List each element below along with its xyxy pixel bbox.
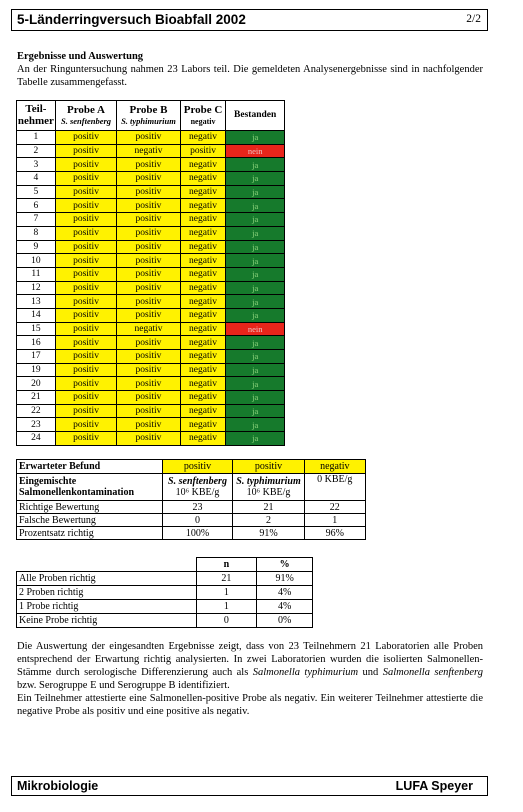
participant-number: 19	[17, 363, 56, 377]
footer-institution: LUFA Speyer	[395, 779, 473, 793]
probe-a-result: positiv	[55, 158, 116, 172]
table-row	[17, 404, 285, 418]
probe-b-result: positiv	[117, 432, 181, 446]
probe-b-result: positiv	[117, 377, 181, 391]
passed-badge: ja	[226, 295, 285, 309]
probe-c-result: negativ	[180, 377, 226, 391]
table-row	[17, 240, 285, 254]
passed-badge: ja	[226, 363, 285, 377]
probe-b-result: positiv	[117, 350, 181, 364]
probe-a-result: positiv	[55, 350, 116, 364]
probe-a-result: positiv	[55, 144, 116, 158]
summary-n: 21	[196, 572, 257, 586]
probe-a-result: positiv	[55, 308, 116, 322]
probe-c-result: negativ	[180, 350, 226, 364]
participant-number: 15	[17, 322, 56, 336]
conclusion-p2: Ein Teilnehmer attestierte eine Salmonellen-positive Probe als negativ. Ein weiterer Teilnehmer attestierte die negative Probe als positiv und eine positive als negativ.	[17, 693, 483, 717]
page-footer	[11, 776, 488, 796]
table-row	[17, 363, 285, 377]
passed-badge: ja	[226, 267, 285, 281]
col-probe-c: Probe C negativ	[180, 101, 226, 131]
participant-number: 3	[17, 158, 56, 172]
probe-b-result: positiv	[117, 213, 181, 227]
probe-a-result: positiv	[55, 131, 116, 145]
table-row	[17, 432, 285, 446]
probe-c-result: negativ	[180, 158, 226, 172]
summary-n: 0	[196, 614, 257, 628]
col-teilnehmer: Teil-nehmer	[17, 101, 56, 131]
species-typhimurium: Salmonella typhimurium	[252, 667, 359, 678]
expected-b: positiv	[233, 460, 304, 474]
table-row	[17, 213, 285, 227]
page-number: 2/2	[466, 13, 481, 25]
correct-a: 23	[162, 501, 233, 514]
participant-number: 24	[17, 432, 56, 446]
table-row	[17, 308, 285, 322]
intro-paragraph: An der Ringuntersuchung nahmen 23 Labors teil. Die gemeldeten Analysenergebnisse sind in nachfolgender Tabelle zusammengefasst.	[17, 64, 483, 88]
probe-a-result: positiv	[55, 404, 116, 418]
probe-c-result: negativ	[180, 226, 226, 240]
passed-badge: ja	[226, 350, 285, 364]
conclusion-text	[17, 640, 483, 718]
summary-n: 1	[196, 600, 257, 614]
probe-c-result: negativ	[180, 308, 226, 322]
probe-c-result: negativ	[180, 213, 226, 227]
table-row	[17, 267, 285, 281]
participant-number: 10	[17, 254, 56, 268]
percent-c: 96%	[304, 527, 365, 540]
contamination-label: Eingemischte Salmonellenkontamination	[17, 474, 163, 501]
probe-b-result: positiv	[117, 336, 181, 350]
summary-pct: 4%	[257, 600, 313, 614]
probe-c-result: negativ	[180, 363, 226, 377]
participant-number: 7	[17, 213, 56, 227]
table-row	[17, 391, 285, 405]
summary-blank	[17, 558, 197, 572]
probe-a-result: positiv	[55, 185, 116, 199]
correct-b: 21	[233, 501, 304, 514]
probe-c-result: negativ	[180, 432, 226, 446]
passed-badge: ja	[226, 432, 285, 446]
probe-c-result: negativ	[180, 131, 226, 145]
passed-badge: ja	[226, 131, 285, 145]
passed-badge: ja	[226, 308, 285, 322]
contamination-b: S. typhimurium 10⁶ KBE/g	[233, 474, 304, 501]
col-bestanden: Bestanden	[226, 101, 285, 131]
probe-b-result: positiv	[117, 226, 181, 240]
passed-badge: ja	[226, 377, 285, 391]
passed-badge: ja	[226, 199, 285, 213]
participant-number: 13	[17, 295, 56, 309]
probe-a-result: positiv	[55, 391, 116, 405]
summary-pct: 0%	[257, 614, 313, 628]
expected-label: Erwarteter Befund	[17, 460, 163, 474]
probe-b-result: positiv	[117, 308, 181, 322]
probe-a-result: positiv	[55, 322, 116, 336]
summary-label: 2 Proben richtig	[17, 586, 197, 600]
probe-b-result: positiv	[117, 158, 181, 172]
participant-number: 23	[17, 418, 56, 432]
passed-badge: ja	[226, 226, 285, 240]
document-title: 5-Länderringversuch Bioabfall 2002	[17, 12, 246, 27]
table-row	[17, 172, 285, 186]
wrong-b: 2	[233, 514, 304, 527]
passed-badge: ja	[226, 158, 285, 172]
table-row	[17, 418, 285, 432]
table-row	[17, 226, 285, 240]
contamination-row	[17, 474, 366, 501]
probe-a-result: positiv	[55, 267, 116, 281]
passed-badge: ja	[226, 336, 285, 350]
passed-badge: ja	[226, 240, 285, 254]
summary-row	[17, 586, 313, 600]
passed-badge: ja	[226, 418, 285, 432]
table-row	[17, 281, 285, 295]
passed-badge: ja	[226, 213, 285, 227]
probe-a-result: positiv	[55, 213, 116, 227]
passed-badge: ja	[226, 254, 285, 268]
correct-row	[17, 501, 366, 514]
passed-badge: ja	[226, 391, 285, 405]
passed-badge: ja	[226, 172, 285, 186]
probe-a-result: positiv	[55, 336, 116, 350]
table-row	[17, 131, 285, 145]
conclusion-p1-end: bzw. Serogruppe E und Serogruppe B identifiziert.	[17, 680, 230, 691]
summary-col-pct: %	[257, 558, 313, 572]
summary-row	[17, 614, 313, 628]
probe-b-result: negativ	[117, 144, 181, 158]
probe-a-result: positiv	[55, 254, 116, 268]
probe-a-result: positiv	[55, 240, 116, 254]
species-senftenberg: Salmonella senftenberg	[382, 667, 483, 678]
participant-number: 22	[17, 404, 56, 418]
passed-badge: nein	[226, 322, 285, 336]
table-row	[17, 322, 285, 336]
participant-number: 14	[17, 308, 56, 322]
table-row	[17, 254, 285, 268]
probe-c-result: positiv	[180, 144, 226, 158]
summary-table	[16, 557, 313, 628]
contamination-c: 0 KBE/g	[304, 474, 365, 501]
correct-label: Richtige Bewertung	[17, 501, 163, 514]
probe-c-result: negativ	[180, 295, 226, 309]
probe-b-result: negativ	[117, 322, 181, 336]
participant-number: 5	[17, 185, 56, 199]
table-row	[17, 336, 285, 350]
probe-a-result: positiv	[55, 199, 116, 213]
participant-number: 16	[17, 336, 56, 350]
probe-c-result: negativ	[180, 267, 226, 281]
percent-a: 100%	[162, 527, 233, 540]
probe-b-result: positiv	[117, 254, 181, 268]
probe-a-result: positiv	[55, 281, 116, 295]
probe-b-result: positiv	[117, 267, 181, 281]
col-probe-a: Probe A S. senftenberg	[55, 101, 116, 131]
probe-b-result: positiv	[117, 281, 181, 295]
conclusion-mid: und	[362, 667, 379, 678]
probe-a-result: positiv	[55, 226, 116, 240]
probe-b-result: positiv	[117, 363, 181, 377]
summary-n: 1	[196, 586, 257, 600]
table-row	[17, 295, 285, 309]
table-row	[17, 199, 285, 213]
probe-c-result: negativ	[180, 322, 226, 336]
results-header-row	[17, 101, 285, 131]
wrong-label: Falsche Bewertung	[17, 514, 163, 527]
wrong-row	[17, 514, 366, 527]
summary-label: Alle Proben richtig	[17, 572, 197, 586]
probe-a-result: positiv	[55, 418, 116, 432]
summary-row	[17, 600, 313, 614]
probe-c-result: negativ	[180, 254, 226, 268]
footer-department: Mikrobiologie	[17, 779, 99, 793]
contamination-a: S. senftenberg 10⁶ KBE/g	[162, 474, 233, 501]
probe-b-result: positiv	[117, 404, 181, 418]
probe-c-result: negativ	[180, 199, 226, 213]
participant-number: 4	[17, 172, 56, 186]
participant-number: 9	[17, 240, 56, 254]
participant-number: 11	[17, 267, 56, 281]
summary-pct: 91%	[257, 572, 313, 586]
table-row	[17, 185, 285, 199]
results-table	[16, 100, 285, 446]
probe-b-result: positiv	[117, 199, 181, 213]
probe-c-result: negativ	[180, 185, 226, 199]
table-row	[17, 158, 285, 172]
probe-b-result: positiv	[117, 131, 181, 145]
passed-badge: ja	[226, 404, 285, 418]
probe-c-result: negativ	[180, 336, 226, 350]
table-row	[17, 350, 285, 364]
wrong-a: 0	[162, 514, 233, 527]
expected-findings-table	[16, 459, 366, 540]
expected-a: positiv	[162, 460, 233, 474]
probe-a-result: positiv	[55, 363, 116, 377]
participant-number: 17	[17, 350, 56, 364]
participant-number: 1	[17, 131, 56, 145]
probe-c-result: negativ	[180, 240, 226, 254]
expected-c: negativ	[304, 460, 365, 474]
section-title: Ergebnisse und Auswertung	[17, 51, 144, 62]
probe-a-result: positiv	[55, 377, 116, 391]
table-row	[17, 377, 285, 391]
probe-c-result: negativ	[180, 172, 226, 186]
correct-c: 22	[304, 501, 365, 514]
probe-b-result: positiv	[117, 295, 181, 309]
probe-a-result: positiv	[55, 172, 116, 186]
probe-a-result: positiv	[55, 432, 116, 446]
col-probe-b: Probe B S. typhimurium	[117, 101, 181, 131]
probe-b-result: positiv	[117, 185, 181, 199]
percent-row	[17, 527, 366, 540]
summary-label: 1 Probe richtig	[17, 600, 197, 614]
page-header	[11, 9, 488, 31]
passed-badge: ja	[226, 281, 285, 295]
summary-pct: 4%	[257, 586, 313, 600]
passed-badge: ja	[226, 185, 285, 199]
passed-badge: nein	[226, 144, 285, 158]
probe-b-result: positiv	[117, 418, 181, 432]
wrong-c: 1	[304, 514, 365, 527]
summary-col-n: n	[196, 558, 257, 572]
table-row	[17, 144, 285, 158]
probe-b-result: positiv	[117, 391, 181, 405]
participant-number: 8	[17, 226, 56, 240]
summary-row	[17, 572, 313, 586]
expected-row	[17, 460, 366, 474]
conclusion-p1: Die Auswertung der eingesandten Ergebnisse zeigt, dass von 23 Teilnehmern 21 Laboratorien alle Proben entsprechend der Erwartung richtig analysierten. In zwei Laboratorien wurden die isolierten Salmonellen-Stämme durch serologische Differenzierung auch als	[17, 641, 483, 678]
probe-b-result: positiv	[117, 240, 181, 254]
probe-c-result: negativ	[180, 418, 226, 432]
probe-b-result: positiv	[117, 172, 181, 186]
participant-number: 6	[17, 199, 56, 213]
percent-label: Prozentsatz richtig	[17, 527, 163, 540]
participant-number: 20	[17, 377, 56, 391]
summary-label: Keine Probe richtig	[17, 614, 197, 628]
percent-b: 91%	[233, 527, 304, 540]
participant-number: 12	[17, 281, 56, 295]
probe-a-result: positiv	[55, 295, 116, 309]
probe-c-result: negativ	[180, 404, 226, 418]
participant-number: 21	[17, 391, 56, 405]
participant-number: 2	[17, 144, 56, 158]
probe-c-result: negativ	[180, 281, 226, 295]
summary-header-row	[17, 558, 313, 572]
probe-c-result: negativ	[180, 391, 226, 405]
